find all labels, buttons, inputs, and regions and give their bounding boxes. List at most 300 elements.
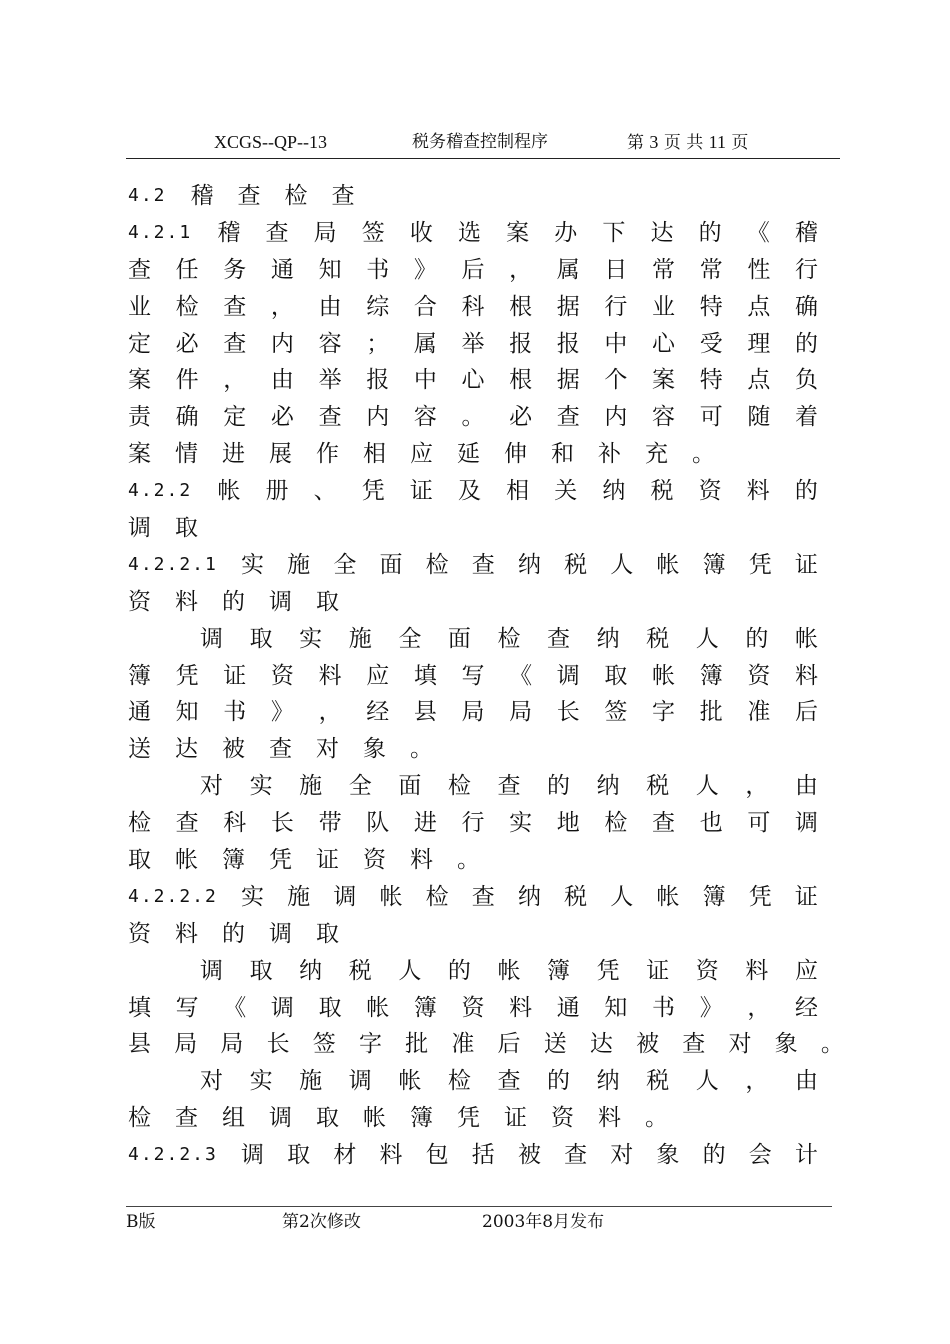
text-char: 调 <box>200 957 223 984</box>
text-char: 检 <box>425 551 449 578</box>
section-number: 4.2.2.3 <box>128 1144 218 1166</box>
text-char: 料 <box>794 662 818 689</box>
text-char: 人 <box>610 551 634 578</box>
text-char: 相 <box>363 441 386 468</box>
text-line <box>128 805 818 842</box>
text-char: 个 <box>604 367 628 394</box>
text-char: 局 <box>461 699 485 726</box>
text-char: 《 <box>509 662 533 689</box>
text-char: 伸 <box>504 441 527 468</box>
text-char: 达 <box>650 219 674 246</box>
text-char: 证 <box>504 1105 527 1132</box>
text-char: 县 <box>413 699 437 726</box>
text-char: 的 <box>698 219 722 246</box>
text-char: 定 <box>223 404 247 431</box>
text-char: 合 <box>413 293 437 320</box>
text-char: 查 <box>564 1142 588 1169</box>
text-char: 料 <box>746 478 770 505</box>
text-char: 查 <box>175 810 199 837</box>
text-char: 帐 <box>794 625 818 652</box>
text-char: 人 <box>610 883 634 910</box>
text-line <box>128 731 818 768</box>
text-char: 实 <box>509 810 533 837</box>
text-char: 经 <box>794 994 818 1021</box>
text-char: 凭 <box>457 1105 480 1132</box>
section-number: 4.2 <box>128 185 167 206</box>
text-char: 调 <box>241 1142 265 1169</box>
header-doc-title: 税务稽查控制程序 <box>412 132 548 152</box>
text-char: 象 <box>656 1142 680 1169</box>
text-char: 的 <box>745 625 769 652</box>
text-char: 纳 <box>596 625 620 652</box>
text-line <box>128 473 818 510</box>
text-char: 送 <box>543 1031 567 1058</box>
text-char: 帐 <box>652 662 676 689</box>
text-char: 查 <box>128 256 151 283</box>
text-char: 常 <box>699 256 723 283</box>
text-char: 中 <box>604 330 628 357</box>
text-char: 稽 <box>794 219 818 246</box>
text-char: 调 <box>333 883 357 910</box>
section-number: 4.2.2.2 <box>128 885 218 907</box>
text-char: 书 <box>366 256 390 283</box>
text-char: 取 <box>604 662 628 689</box>
text-char: 料 <box>509 994 533 1021</box>
text-char: 任 <box>175 256 199 283</box>
text-char: 属 <box>413 330 437 357</box>
text-char: 地 <box>556 810 580 837</box>
text-char: 组 <box>222 1105 245 1132</box>
text-char: 帐 <box>175 847 198 874</box>
text-char: 延 <box>457 441 480 468</box>
text-char: 凭 <box>269 847 292 874</box>
text-char: 人 <box>695 1068 719 1095</box>
text-char: 凭 <box>748 883 772 910</box>
text-char: 随 <box>747 404 771 431</box>
text-line <box>128 289 818 326</box>
text-char: 查 <box>497 773 521 800</box>
text-line <box>128 916 818 953</box>
text-char: 必 <box>175 330 199 357</box>
text-char: 查 <box>223 330 247 357</box>
text-char: 实 <box>249 773 273 800</box>
text-char: 纳 <box>596 1068 620 1095</box>
text-char: 填 <box>128 994 151 1021</box>
text-char: 容 <box>652 404 676 431</box>
text-char: 税 <box>646 773 670 800</box>
text-char: 人 <box>398 957 422 984</box>
text-char: 取 <box>287 1142 311 1169</box>
text-char: 着 <box>794 404 818 431</box>
text-char: 被 <box>517 1142 541 1169</box>
text-char: 被 <box>636 1031 660 1058</box>
page-suffix: 页 <box>731 133 749 153</box>
text-line <box>128 658 818 695</box>
text-char: 检 <box>175 293 199 320</box>
footer-divider <box>126 1206 832 1207</box>
text-char: 取 <box>249 625 273 652</box>
text-char: 根 <box>509 367 533 394</box>
text-char: 簿 <box>128 662 151 689</box>
text-char: 书 <box>223 699 247 726</box>
text-line <box>128 178 818 215</box>
text-char: 通 <box>128 699 151 726</box>
footer-version: B版 <box>126 1212 156 1232</box>
text-char: 的 <box>794 330 818 357</box>
text-char: 资 <box>128 588 151 615</box>
text-char: 资 <box>363 847 386 874</box>
text-line <box>128 326 818 363</box>
text-char: 对 <box>610 1142 634 1169</box>
text-char: 税 <box>650 478 674 505</box>
text-char: ， <box>270 293 294 320</box>
text-char: 综 <box>366 293 390 320</box>
text-char: 被 <box>222 736 245 763</box>
text-char: 料 <box>410 847 433 874</box>
text-char: 帐 <box>217 478 241 505</box>
text-char: 检 <box>284 183 308 209</box>
text-char: 料 <box>318 662 342 689</box>
text-char: 调 <box>794 810 818 837</box>
text-char: 实 <box>241 551 265 578</box>
text-char: 作 <box>316 441 339 468</box>
text-char: 调 <box>200 625 223 652</box>
text-char: 调 <box>269 1105 292 1132</box>
text-char: 查 <box>471 883 495 910</box>
text-char: ， <box>747 994 771 1021</box>
text-char: 的 <box>702 1142 726 1169</box>
text-char: 字 <box>652 699 676 726</box>
text-line <box>128 768 818 805</box>
text-char: 帐 <box>656 883 680 910</box>
text-char: 进 <box>413 810 437 837</box>
text-char: 批 <box>405 1031 429 1058</box>
text-char: 查 <box>471 551 495 578</box>
text-char: 税 <box>564 551 588 578</box>
text-char: 相 <box>506 478 530 505</box>
text-char: 的 <box>794 478 818 505</box>
text-char: 取 <box>318 994 342 1021</box>
text-char: 案 <box>128 367 151 394</box>
text-char: 簿 <box>699 662 723 689</box>
text-char: 查 <box>497 1068 521 1095</box>
text-char: 查 <box>237 183 261 209</box>
text-char: 由 <box>318 293 342 320</box>
text-char: 帐 <box>366 994 390 1021</box>
text-char: 查 <box>318 404 342 431</box>
text-char: 纳 <box>596 773 620 800</box>
text-line <box>128 1026 844 1063</box>
text-char: 确 <box>175 404 199 431</box>
text-char: 容 <box>413 404 437 431</box>
text-char: 簿 <box>410 1105 433 1132</box>
text-char: 调 <box>269 920 292 947</box>
text-char: 簿 <box>413 994 437 1021</box>
text-char: 准 <box>451 1031 475 1058</box>
section-number: 4.2.2.1 <box>128 553 218 575</box>
text-line <box>128 879 818 916</box>
text-char: 调 <box>269 588 292 615</box>
text-char: 料 <box>175 588 198 615</box>
section-number: 4.2.1 <box>128 221 193 243</box>
text-char: 队 <box>366 810 390 837</box>
text-char: 证 <box>316 847 339 874</box>
text-char: 资 <box>695 957 719 984</box>
text-char: 局 <box>509 699 533 726</box>
text-char: 对 <box>728 1031 752 1058</box>
text-line <box>128 215 818 252</box>
text-char: 受 <box>699 330 723 357</box>
text-char: 报 <box>366 367 390 394</box>
text-char: 全 <box>333 551 357 578</box>
text-char: 长 <box>556 699 580 726</box>
text-char: 查 <box>331 183 355 209</box>
text-char: 案 <box>652 367 676 394</box>
text-char: 调 <box>348 1068 372 1095</box>
text-char: 证 <box>646 957 670 984</box>
text-char: 由 <box>794 1068 818 1095</box>
text-char: 查 <box>269 736 292 763</box>
text-char: 必 <box>270 404 294 431</box>
text-char: 调 <box>556 662 580 689</box>
text-char: 经 <box>366 699 390 726</box>
text-char: 凭 <box>361 478 385 505</box>
text-line <box>128 621 818 658</box>
text-char: 凭 <box>596 957 620 984</box>
text-char: 全 <box>398 625 422 652</box>
text-char: 调 <box>128 515 151 542</box>
text-char: 》 <box>699 994 723 1021</box>
text-char: 达 <box>175 736 198 763</box>
text-char: 。 <box>457 847 480 874</box>
text-char: 据 <box>556 367 580 394</box>
text-char: 检 <box>425 883 449 910</box>
text-char: 长 <box>266 1031 290 1058</box>
text-char: 检 <box>128 1105 151 1132</box>
text-char: 长 <box>270 810 294 837</box>
page-total: 11 <box>708 132 726 152</box>
text-char: 凭 <box>175 662 199 689</box>
text-char: 资 <box>698 478 722 505</box>
text-char: 根 <box>509 293 533 320</box>
text-char: 纳 <box>602 478 626 505</box>
text-char: 的 <box>222 920 245 947</box>
text-char: 点 <box>747 293 771 320</box>
text-char: 县 <box>128 1031 151 1058</box>
text-char: 料 <box>379 1142 403 1169</box>
text-char: 书 <box>652 994 676 1021</box>
text-line <box>128 584 818 621</box>
text-char: 包 <box>425 1142 449 1169</box>
text-char: 据 <box>556 293 580 320</box>
text-char: 对 <box>316 736 339 763</box>
text-char: 料 <box>598 1105 621 1132</box>
text-char: 查 <box>682 1031 706 1058</box>
text-char: 特 <box>699 293 723 320</box>
text-char: 证 <box>223 662 247 689</box>
text-char: 内 <box>366 404 390 431</box>
text-char: 报 <box>556 330 580 357</box>
text-char: 的 <box>547 773 571 800</box>
text-char: ， <box>223 367 247 394</box>
text-char: 填 <box>413 662 437 689</box>
text-char: 常 <box>652 256 676 283</box>
text-char: 行 <box>461 810 485 837</box>
text-char: 证 <box>409 478 433 505</box>
text-char: 面 <box>447 625 471 652</box>
text-char: 办 <box>554 219 578 246</box>
text-char: 税 <box>564 883 588 910</box>
text-char: 施 <box>299 773 323 800</box>
text-char: 取 <box>316 1105 339 1132</box>
text-char: 、 <box>313 478 337 505</box>
section-number: 4.2.2 <box>128 480 193 502</box>
text-line <box>128 990 818 1027</box>
text-line <box>128 953 818 990</box>
text-char: 也 <box>699 810 723 837</box>
text-char: 帐 <box>497 957 521 984</box>
page-prefix: 第 <box>627 133 644 153</box>
text-line <box>128 436 818 473</box>
text-char: 纳 <box>517 883 541 910</box>
text-char: 材 <box>333 1142 357 1169</box>
page-current: 3 <box>649 132 659 152</box>
text-char: 通 <box>270 256 294 283</box>
text-char: 必 <box>509 404 533 431</box>
text-char: 施 <box>287 883 311 910</box>
text-char: 的 <box>447 957 471 984</box>
text-char: 稽 <box>217 219 241 246</box>
page-mid: 页 共 <box>663 133 704 153</box>
text-char: 象 <box>363 736 386 763</box>
text-char: 写 <box>175 994 199 1021</box>
text-line <box>128 399 818 436</box>
text-char: 会 <box>748 1142 772 1169</box>
text-char: 报 <box>509 330 533 357</box>
text-char: 心 <box>461 367 485 394</box>
text-char: 日 <box>604 256 628 283</box>
text-char: 展 <box>269 441 292 468</box>
text-char: 确 <box>794 293 818 320</box>
text-char: 资 <box>270 662 294 689</box>
text-char: 应 <box>366 662 390 689</box>
text-char: 检 <box>128 810 151 837</box>
text-char: 后 <box>461 256 485 283</box>
text-char: 取 <box>316 920 339 947</box>
text-char: 人 <box>695 773 719 800</box>
text-char: 税 <box>646 625 670 652</box>
text-char: 《 <box>223 994 247 1021</box>
text-char: 证 <box>794 551 818 578</box>
text-char: 帐 <box>656 551 680 578</box>
text-char: 签 <box>361 219 385 246</box>
text-char: 行 <box>604 293 628 320</box>
text-char: 查 <box>652 810 676 837</box>
text-line <box>128 252 818 289</box>
text-char: 可 <box>747 810 771 837</box>
text-char: 簿 <box>547 957 571 984</box>
text-char: 证 <box>794 883 818 910</box>
text-char: 字 <box>358 1031 382 1058</box>
text-char: 收 <box>409 219 433 246</box>
text-char: 检 <box>604 810 628 837</box>
text-char: 。 <box>820 1031 844 1058</box>
text-char: 取 <box>249 957 273 984</box>
text-char: 。 <box>692 441 715 468</box>
text-char: 实 <box>299 625 323 652</box>
text-char: 充 <box>645 441 668 468</box>
text-char: 案 <box>506 219 530 246</box>
text-char: 责 <box>128 404 151 431</box>
text-char: 括 <box>471 1142 495 1169</box>
text-char: 调 <box>270 994 294 1021</box>
text-char: 施 <box>299 1068 323 1095</box>
text-char: 实 <box>241 883 265 910</box>
footer-revision: 第2次修改 <box>282 1212 361 1232</box>
text-char: 税 <box>348 957 372 984</box>
text-line <box>128 1063 818 1100</box>
text-char: ， <box>745 773 769 800</box>
text-char: 件 <box>175 367 199 394</box>
text-char: 的 <box>222 588 245 615</box>
text-char: 带 <box>318 810 342 837</box>
text-char: 面 <box>379 551 403 578</box>
text-char: 务 <box>223 256 247 283</box>
text-char: 施 <box>287 551 311 578</box>
text-char: 凭 <box>748 551 772 578</box>
header-page-number <box>627 130 748 155</box>
text-char: 检 <box>447 1068 471 1095</box>
text-char: 。 <box>645 1105 668 1132</box>
text-char: 定 <box>128 330 151 357</box>
text-char: 纳 <box>517 551 541 578</box>
text-char: 查 <box>547 625 571 652</box>
text-char: 检 <box>497 625 521 652</box>
text-char: 取 <box>316 588 339 615</box>
text-char: 《 <box>746 219 770 246</box>
text-char: 。 <box>410 736 433 763</box>
text-char: ， <box>318 699 342 726</box>
text-line <box>128 1137 818 1174</box>
text-char: 册 <box>265 478 289 505</box>
header-divider <box>126 158 840 159</box>
text-char: 资 <box>551 1105 574 1132</box>
text-char: 签 <box>604 699 628 726</box>
text-line <box>128 510 818 547</box>
text-char: 应 <box>794 957 818 984</box>
text-char: 取 <box>128 847 151 874</box>
text-char: 准 <box>747 699 771 726</box>
text-char: 知 <box>175 699 199 726</box>
text-char: 写 <box>461 662 485 689</box>
text-char: ； <box>366 330 390 357</box>
text-char: 查 <box>175 1105 198 1132</box>
text-char: 检 <box>447 773 471 800</box>
text-line <box>128 842 818 879</box>
footer-issue-date: 2003年8月发布 <box>482 1212 605 1232</box>
text-char: 行 <box>794 256 818 283</box>
text-char: 查 <box>556 404 580 431</box>
text-char: 帐 <box>363 1105 386 1132</box>
text-char: 关 <box>554 478 578 505</box>
text-char: 对 <box>200 773 223 800</box>
text-char: 补 <box>598 441 621 468</box>
text-char: 后 <box>497 1031 521 1058</box>
text-char: 料 <box>175 920 198 947</box>
text-char: 选 <box>457 219 481 246</box>
text-char: 进 <box>222 441 245 468</box>
text-char: 资 <box>747 662 771 689</box>
